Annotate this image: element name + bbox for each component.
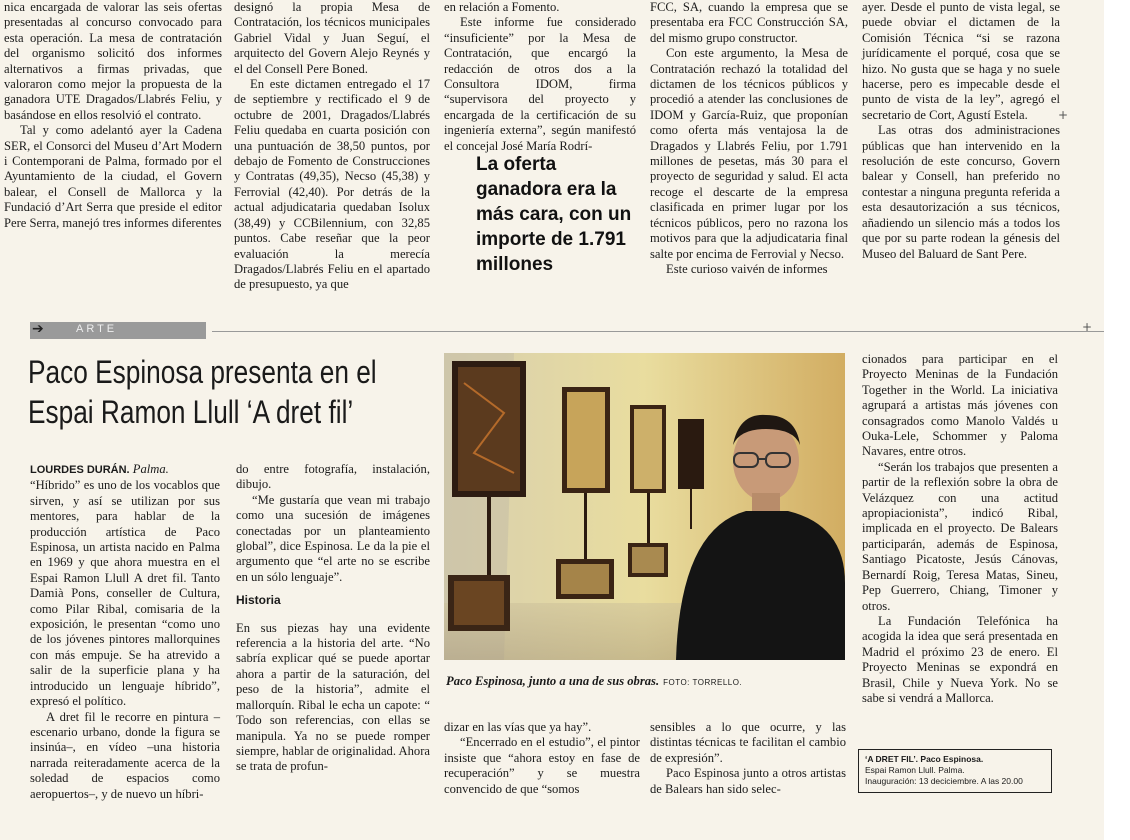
byline-author: LOURDES DURÁN. bbox=[30, 464, 130, 476]
article-column-5 bbox=[862, 352, 1058, 706]
top-column-5 bbox=[862, 0, 1060, 262]
paragraph: Paco Espinosa junto a otros artistas de Balears han sido selec- bbox=[650, 766, 846, 796]
registration-mark-icon: + bbox=[1058, 108, 1069, 122]
top-column-2 bbox=[234, 0, 430, 293]
paragraph: nica encargada de valorar las seis ofertas presentadas al concurso convocado para esta operación. La mesa de contratación del organismo solicitó dos informes alternativos a firmas privadas, que valoraron como mejor la propuesta de la ganadora UTE Dragados/Llabrés Feliu, y basándose en ellos resolvió el contrato. bbox=[4, 0, 222, 122]
paragraph: do entre fotografía, instalación, dibujo. bbox=[236, 462, 430, 492]
top-column-1 bbox=[4, 0, 222, 231]
subheading: Historia bbox=[236, 593, 281, 608]
paragraph: designó la propia Mesa de Contratación, los técnicos municipales Gabriel Vidal y Juan Seguí, el arquitecto del Govern Alejo Reynés y el del Consell Pere Boned. bbox=[234, 0, 430, 76]
paragraph: “Encerrado en el estudio”, el pintor insiste que “ahora estoy en fase de recuperación” y se muestra convencido de que “somos bbox=[444, 735, 640, 796]
top-column-3 bbox=[444, 0, 636, 154]
paragraph: “Serán los trabajos que presenten a partir de la reflexión sobre la obra de Velázquez con una actitud apropiacionista”, indicó Ribal, implicada en el proyecto. De Balears participarán, además de Espinosa, Santiago Picatoste, Jesús Cánovas, Bernardí Roig, Teresa Matas, Sineu, Pep Guerrero, Chiang, Timoner y otros. bbox=[862, 459, 1058, 613]
article-column-4 bbox=[650, 720, 846, 797]
paragraph: En este dictamen entregado el 17 de septiembre y rectificado el 9 de octubre de 2001, Dragados/Llabrés Feliu quedaba en cuarta posición con una puntuación de 38,50 puntos, por debajo de Fomento de Construcciones y Contratas (49,35), Necso (45,38) y Ferrovial (42,40). Por detrás de la actual adjudicataria quedaban Isolux (38,49) y CCBilennium, con 32,85 puntos. Cabe reseñar que la peor evaluación la merecía Dragados/Llabrés Feliu en el apartado de presupuesto, ya que bbox=[234, 77, 430, 292]
paragraph: en relación a Fomento. bbox=[444, 0, 560, 14]
caption-text: Paco Espinosa, junto a una de sus obras. bbox=[446, 674, 660, 688]
photo-illustration bbox=[444, 353, 845, 660]
paragraph: dizar en las vías que ya hay”. bbox=[444, 720, 592, 734]
paragraph: ayer. Desde el punto de vista legal, se puede obviar el dictamen de la Comisión Técnica “si se razona jurídicamente el porqué, cosa que se hizo. No gusta que se haga y no suele hacerse, pero es impecable desde el punto de vista de la ley”, agregó el secretario de Cort, Agustí Estela. bbox=[862, 0, 1060, 122]
pull-quote: La oferta ganadora era la más cara, con un importe de 1.791 millones bbox=[476, 154, 632, 275]
paragraph: La Fundación Telefónica ha acogida la idea que será presentada en Madrid el próximo 23 de enero. El Proyecto Meninas se expondrá en Brasil, Chile y Nueva York. No se sabe si vendrá a Mallorca. bbox=[862, 613, 1058, 705]
exhibition-info-box bbox=[858, 749, 1052, 793]
paragraph: Tal y como adelantó ayer la Cadena SER, el Consorci del Museu d’Art Modern i Contemporani de Palma, formado por el Ayuntamiento de la ciudad, el Govern balear, el Consell de Mallorca y la Fundació d’Art Serra que preside el editor Pere Serra, manejó tres informes diferentes bbox=[4, 123, 222, 230]
paragraph: sensibles a lo que ocurre, y las distintas técnicas te facilitan el cambio de expresión”. bbox=[650, 720, 846, 765]
article-column-1 bbox=[30, 462, 220, 802]
byline bbox=[30, 462, 220, 478]
registration-mark-icon: + bbox=[1082, 320, 1093, 334]
paragraph: Las otras dos administraciones públicas que han intervenido en la resolución de este concurso, Govern balear y Consell, han preferido no contestar a ninguna pregunta referida a esta desautorización a sus técnicos, añadiendo un silencio más a todos los que por su parte rodean la génesis del Museo del Baluard de Sant Pere. bbox=[862, 123, 1060, 261]
info-title: ‘A DRET FIL’. Paco Espinosa. bbox=[865, 754, 984, 764]
paragraph: “Híbrido” es uno de los vocablos que sirven, y así se utilizan por sus mentores, para hablar de la producción artística de Paco Espinosa, un artista nacido en Palma en 1969 y que ahora muestra en el Espai Ramon Llull A dret fil. Tanto Damià Pons, conseller de Cultura, como Pilar Ribal, comisaria de la exposición, le presentan “como uno de los jóvenes pintores mallorquines con más empuje. Se ha atrevido a salir de la superficie plana y ha introducido un lenguaje híbrido”, expresó el político. bbox=[30, 478, 220, 709]
paragraph: En sus piezas hay una evidente referencia a la historia del arte. “No sabría explicar qué se puede aportar ahora a partir de la saturación, del peso de la historia”, admite el mallorquín. Ribal le echa un capote: “ Todo son referencias, con ellas se manipula. Ya no se puede romper siempre, hablar de originalidad. Ahora se trata de profun- bbox=[236, 620, 430, 774]
section-label: ARTE bbox=[76, 323, 118, 335]
page-margin bbox=[1104, 0, 1130, 840]
paragraph: “Me gustaría que vean mi trabajo como una sucesión de imágenes conectadas por un planteamiento global”, dice Espinosa. Le da la pie el argumento que “el arte no se escribe en un sólo lenguaje”. bbox=[236, 492, 430, 584]
paragraph: FCC, SA, cuando la empresa que se presentaba era FCC Construcción SA, del mismo grupo constructor. bbox=[650, 0, 848, 45]
info-opening: Inauguración: 13 deciciembre. A las 20.00 bbox=[865, 776, 1023, 786]
paragraph: Este curioso vaivén de informes bbox=[666, 261, 828, 276]
byline-place: Palma. bbox=[132, 462, 169, 476]
article-column-3 bbox=[444, 720, 640, 797]
article-headline bbox=[28, 352, 377, 432]
info-venue: Espai Ramon Llull. Palma. bbox=[865, 765, 965, 775]
article-photo bbox=[444, 353, 845, 660]
divider bbox=[212, 331, 1104, 332]
paragraph: Este informe fue considerado “insuficiente” por la Mesa de Contratación, que encargó la redacción de otros dos a la Consultora IDOM, firma “supervisora del proyecto y encargada de la certificación de su ingeniería externa”, según manifestó el concejal José María Rodrí- bbox=[444, 15, 636, 153]
photo-caption bbox=[446, 674, 846, 689]
paragraph: cionados para participar en el Proyecto Meninas de la Fundación Together in the World. La iniciativa agrupará a artistas más jóvenes con consagrados como Manolo Valdés u Ouka-Lele, Schommer y Paloma Navares, entre otros. bbox=[862, 352, 1058, 459]
paragraph: A dret fil le recorre en pintura –escenario urbano, donde la figura se insinúa–, en vídeo –una historia narrada reiteradamente acerca de la soledad de espacios como aeropuertos–, y de nuevo un híbri- bbox=[30, 709, 220, 801]
top-column-4 bbox=[650, 0, 848, 277]
headline-line: Espai Ramon Llull ‘A dret fil’ bbox=[28, 394, 354, 430]
paragraph: Con este argumento, la Mesa de Contratación rechazó la totalidad del dictamen de los técnicos públicos y procedió a atender las conclusiones de IDOM y García-Ruiz, que proponían como oferta más ventajosa la de Dragados y Llabrés Feliu, por 1.791 millones de pesetas, más 30 para el proyecto de seguridad y salud. El acta recoge el descarte de la empresa clasificada en primer lugar por los técnicos públicos, pero no razona los motivos para que la adjudicataria final salte por encima de Ferrovial y Necso. bbox=[650, 46, 848, 261]
headline-line: Paco Espinosa presenta en el bbox=[28, 354, 377, 390]
section-bar bbox=[30, 322, 206, 339]
article-column-2 bbox=[236, 462, 430, 775]
arrow-right-icon: ➔ bbox=[32, 321, 44, 337]
photo-credit: FOTO: TORRELLO. bbox=[663, 678, 743, 687]
